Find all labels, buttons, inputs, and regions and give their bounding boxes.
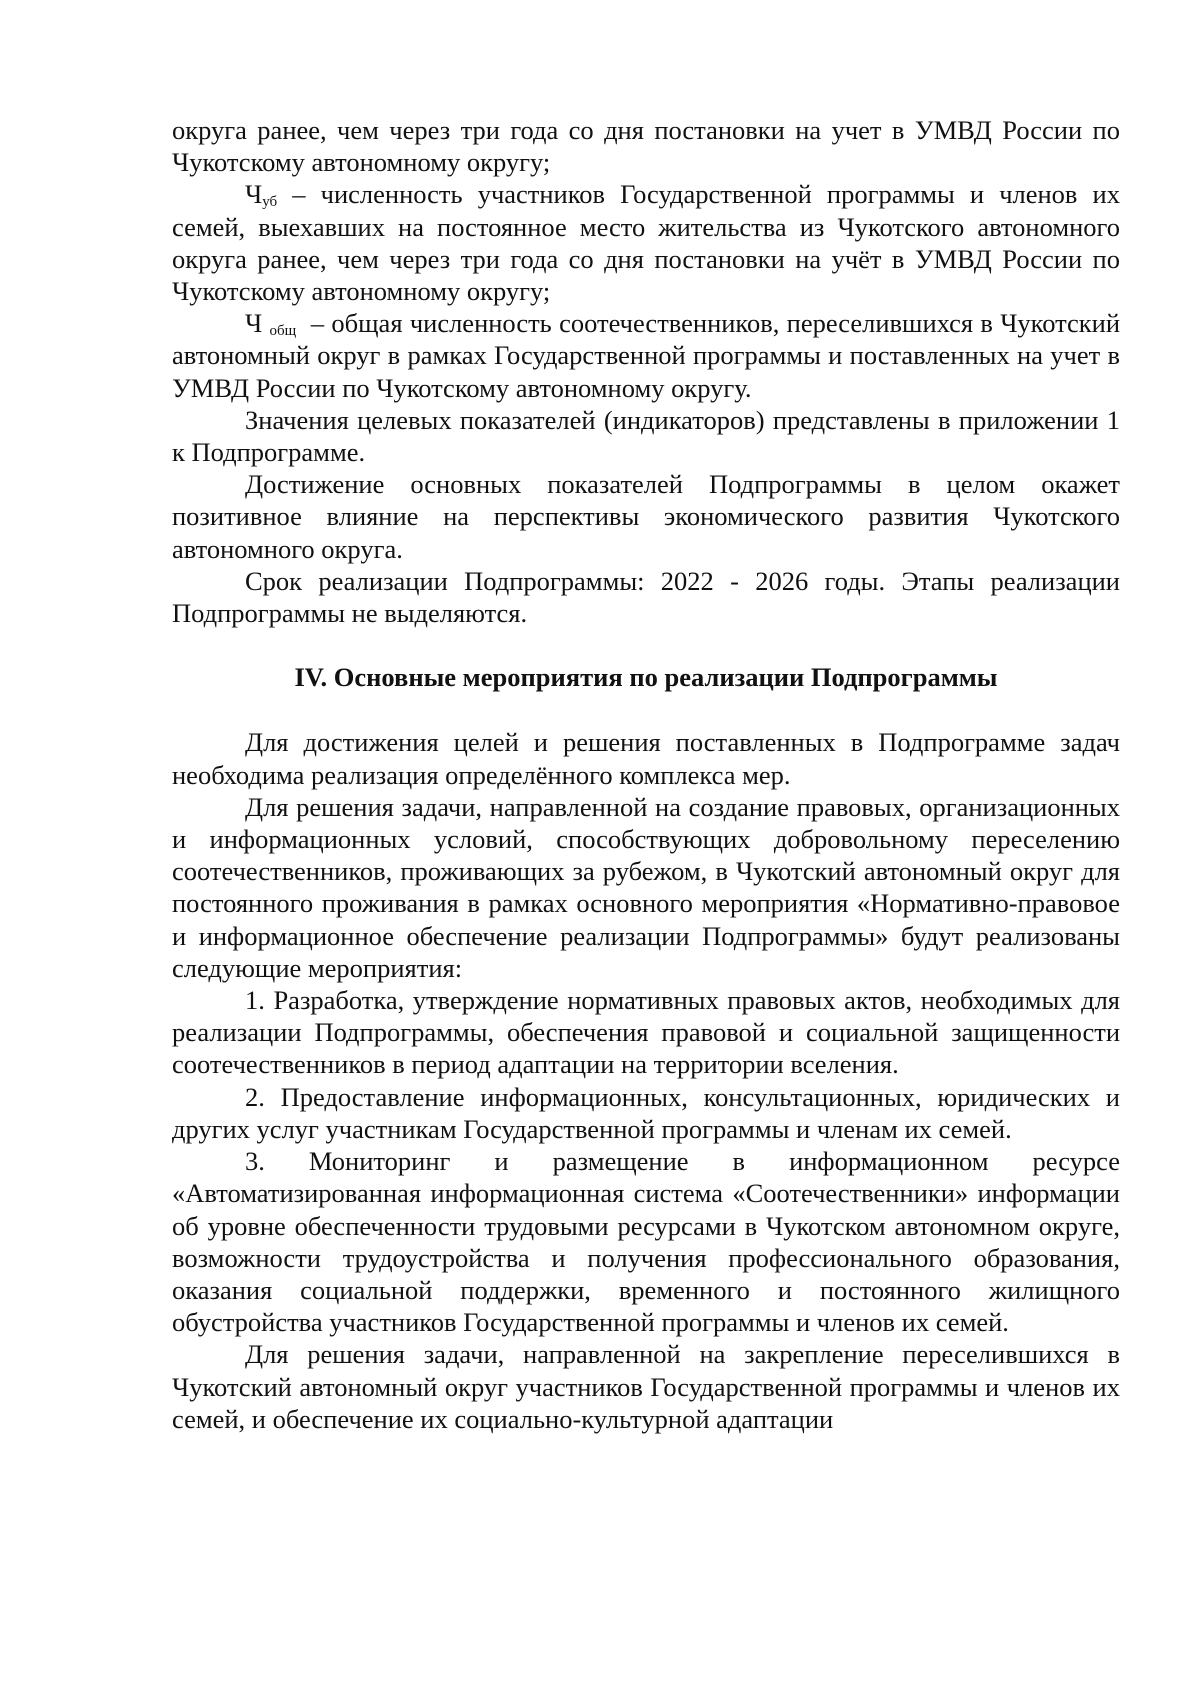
paragraph-ch-ub-definition [172,178,1120,307]
definition-text: – общая численность соотечественников, переселившихся в Чукотский автономный округ в рамках Государственной программы и поставленных на учет в УМВД России по Чукотскому автономному округу. [172,308,1121,403]
symbol-letter: Ч [245,308,263,339]
paragraph-ch-obsh-definition [172,307,1120,404]
paragraph-continuation: округа ранее, чем через три года со дня постановки на учет в УМВД России по Чукотскому автономному округу; [172,115,1120,178]
list-item-2: 2. Предоставление информационных, консультационных, юридических и других услуг участникам Государственной программы и членам их семей. [172,1081,1120,1144]
symbol-letter: Ч [245,179,263,210]
section-heading: IV. Основные мероприятия по реализации Подпрограммы [294,662,998,693]
paragraph-task-adaptation: Для решения задачи, направленной на закрепление переселившихся в Чукотский автономный округ участников Государственной программы и членов их семей, и обеспечение их социально-культурной адаптации [172,1339,1120,1434]
document-page [172,114,1120,1435]
paragraph-indicators: Значения целевых показателей (индикаторов) представлены в приложении 1 к Подпрограмме. [172,404,1120,468]
list-item-1: 1. Разработка, утверждение нормативных правовых актов, необходимых для реализации Подпрограммы, обеспечения правовой и социальной защищенности соотечественников в период адаптации на территории вселения. [172,985,1120,1080]
symbol-subscript: общ [269,323,297,340]
paragraph-measures-intro: Для достижения целей и решения поставленных в Подпрограмме задач необходима реализация определённого комплекса мер. [172,727,1120,790]
paragraph-term: Срок реализации Подпрограммы: 2022 - 2026 годы. Этапы реализации Подпрограммы не выделяются. [172,565,1120,629]
definition-text: – численность участников Государственной программы и членов их семей, выехавших на постоянное место жительства из Чукотского автономного округа ранее, чем через три года со дня постановки на учёт в УМВД России по Чукотскому автономному округу; [172,179,1120,307]
list-item-3: 3. Мониторинг и размещение в информационном ресурсе «Автоматизированная информационная система «Соотечественники» информации об уровне обеспеченности трудовыми ресурсами в Чукотском автономном округе, возможности трудоустройства и получения профессионального образования, оказания социальной поддержки, временного и постоянного жилищного обустройства участников Государственной программы и членов их семей. [172,1146,1120,1338]
symbol-subscript: уб [262,194,278,211]
paragraph-achievement: Достижение основных показателей Подпрограммы в целом окажет позитивное влияние на перспективы экономического развития Чукотского автономного округа. [172,469,1120,564]
paragraph-task-legal: Для решения задачи, направленной на создание правовых, организационных и информационных условий, способствующих добровольному переселению соотечественников, проживающих за рубежом, в Чукотский автономный округ для постоянного проживания в рамках основного мероприятия «Нормативно-правовое и информационное обеспечение реализации Подпрограммы» будут реализованы следующие мероприятия: [172,791,1120,983]
